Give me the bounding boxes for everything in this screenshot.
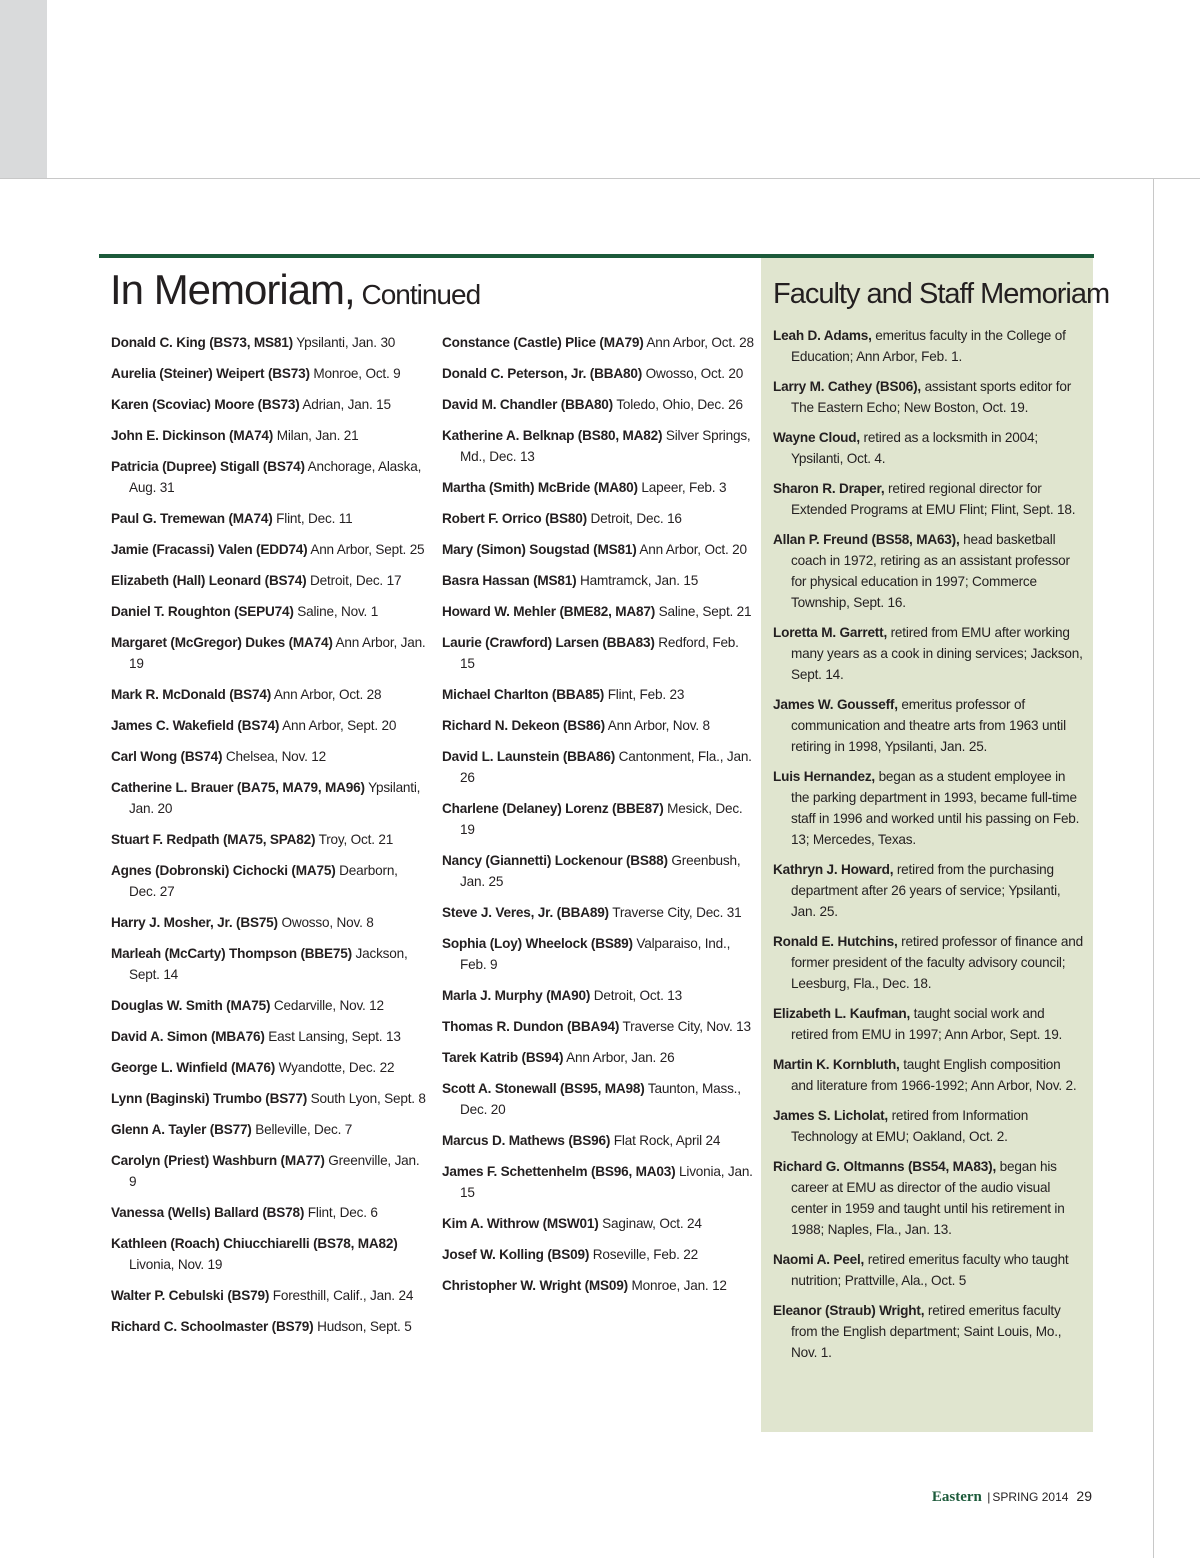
entry-name: Scott A. Stonewall (BS95, MA98) [442, 1081, 645, 1096]
list-item [773, 325, 1085, 367]
list-item [111, 1119, 426, 1140]
list-item [442, 1016, 754, 1037]
entry-name: Donald C. Peterson, Jr. (BBA80) [442, 366, 643, 381]
list-item [111, 456, 426, 498]
list-item [111, 1316, 426, 1337]
entry-name: James S. Licholat, [773, 1108, 889, 1123]
entry-detail: assistant sports editor for The Eastern Echo; New Boston, Oct. 19. [791, 379, 1072, 415]
entry-detail: Flat Rock, April 24 [610, 1133, 721, 1148]
list-item [442, 1047, 754, 1068]
list-item [442, 570, 754, 591]
list-item [442, 933, 754, 975]
entry-name: Paul G. Tremewan (MA74) [111, 511, 273, 526]
entry-name: Tarek Katrib (BS94) [442, 1050, 564, 1065]
entry-detail: Milan, Jan. 21 [273, 428, 359, 443]
entry-detail: Saline, Sept. 21 [655, 604, 752, 619]
list-item [442, 684, 754, 705]
entry-name: Steve J. Veres, Jr. (BBA89) [442, 905, 609, 920]
list-item [442, 715, 754, 736]
entry-name: James W. Gousseff, [773, 697, 898, 712]
entry-detail: Mesick, Dec. 19 [460, 801, 743, 837]
entry-name: Naomi A. Peel, [773, 1252, 865, 1267]
entry-name: Aurelia (Steiner) Weipert (BS73) [111, 366, 310, 381]
entry-detail: Detroit, Oct. 13 [590, 988, 682, 1003]
list-item [442, 539, 754, 560]
list-item [111, 715, 426, 736]
entry-detail: Belleville, Dec. 7 [251, 1122, 353, 1137]
list-item [111, 394, 426, 415]
entry-detail: retired from the purchasing department after 26 years of service; Ypsilanti, Jan. 25. [791, 862, 1061, 919]
entry-detail: Flint, Feb. 23 [604, 687, 685, 702]
list-item [111, 1285, 426, 1306]
list-item [442, 746, 754, 788]
entry-detail: Traverse City, Dec. 31 [608, 905, 742, 920]
list-item [111, 746, 426, 767]
entry-detail: Ypsilanti, Jan. 30 [292, 335, 396, 350]
entry-name: Margaret (McGregor) Dukes (MA74) [111, 635, 333, 650]
list-item [442, 425, 754, 467]
entry-name: Ronald E. Hutchins, [773, 934, 898, 949]
entry-name: Lynn (Baginski) Trumbo (BS77) [111, 1091, 308, 1106]
entry-detail: Ann Arbor, Nov. 8 [604, 718, 710, 733]
entry-name: Marleah (McCarty) Thompson (BBE75) [111, 946, 352, 961]
list-item [111, 912, 426, 933]
list-item [442, 508, 754, 529]
entry-detail: retired regional director for Extended Programs at EMU Flint; Flint, Sept. 18. [791, 481, 1076, 517]
entry-name: Karen (Scoviac) Moore (BS73) [111, 397, 300, 412]
page-number: 29 [1076, 1488, 1092, 1504]
entry-name: Charlene (Delaney) Lorenz (BBE87) [442, 801, 664, 816]
entry-name: David A. Simon (MBA76) [111, 1029, 265, 1044]
list-item [442, 332, 754, 353]
list-item [111, 1150, 426, 1192]
list-item [773, 859, 1085, 922]
list-item [773, 478, 1085, 520]
entry-name: Martin K. Kornbluth, [773, 1057, 900, 1072]
entry-name: Loretta M. Garrett, [773, 625, 888, 640]
entry-detail: Ann Arbor, Oct. 28 [271, 687, 382, 702]
entry-detail: Anchorage, Alaska, Aug. 31 [129, 459, 422, 495]
list-item [111, 508, 426, 529]
issue-label: SPRING 2014 [992, 1490, 1069, 1504]
list-item [111, 632, 426, 674]
entry-name: Constance (Castle) Plice (MA79) [442, 335, 644, 350]
entry-name: Sophia (Loy) Wheelock (BS89) [442, 936, 633, 951]
list-item [111, 829, 426, 850]
entry-name: Marcus D. Mathews (BS96) [442, 1133, 611, 1148]
entry-detail: Monroe, Jan. 12 [627, 1278, 727, 1293]
entry-name: Donald C. King (BS73, MS81) [111, 335, 293, 350]
list-item [111, 363, 426, 384]
entry-detail: Ann Arbor, Sept. 20 [279, 718, 397, 733]
entry-name: Marla J. Murphy (MA90) [442, 988, 591, 1003]
entry-name: David M. Chandler (BBA80) [442, 397, 613, 412]
entry-name: Katherine A. Belknap (BS80, MA82) [442, 428, 663, 443]
list-item [111, 995, 426, 1016]
list-item [111, 539, 426, 560]
footer-separator: | [987, 1490, 991, 1504]
list-item [442, 1130, 754, 1151]
entry-name: Harry J. Mosher, Jr. (BS75) [111, 915, 278, 930]
list-item [773, 1249, 1085, 1291]
list-item [442, 1244, 754, 1265]
page-title-main: In Memoriam, [110, 266, 355, 313]
list-item [442, 902, 754, 923]
memoriam-column-2 [442, 332, 754, 1306]
entry-name: James F. Schettenhelm (BS96, MA03) [442, 1164, 676, 1179]
list-item [111, 601, 426, 622]
margin-divider [1153, 178, 1154, 1558]
list-item [773, 376, 1085, 418]
magazine-name: Eastern [931, 1489, 982, 1505]
entry-detail: retired professor of finance and former president of the faculty advisory council; Leesburg, Fla., Dec. 18. [791, 934, 1083, 991]
entry-detail: Jackson, Sept. 14 [129, 946, 408, 982]
entry-name: Michael Charlton (BBA85) [442, 687, 605, 702]
entry-name: Thomas R. Dundon (BBA94) [442, 1019, 620, 1034]
entry-detail: Chelsea, Nov. 12 [222, 749, 327, 764]
entry-name: Kathleen (Roach) Chiucchiarelli (BS78, MA82) [111, 1236, 398, 1251]
entry-name: Elizabeth L. Kaufman, [773, 1006, 911, 1021]
entry-name: Robert F. Orrico (BS80) [442, 511, 587, 526]
list-item [111, 1202, 426, 1223]
entry-detail: Lapeer, Feb. 3 [637, 480, 727, 495]
entry-detail: taught English composition and literature from 1966-1992; Ann Arbor, Nov. 2. [791, 1057, 1077, 1093]
entry-detail: Cedarville, Nov. 12 [270, 998, 384, 1013]
entry-name: Patricia (Dupree) Stigall (BS74) [111, 459, 305, 474]
faculty-staff-sidebar [761, 258, 1110, 1432]
entry-name: Christopher W. Wright (MS09) [442, 1278, 628, 1293]
entry-detail: Greenbush, Jan. 25 [460, 853, 741, 889]
list-item [442, 798, 754, 840]
entry-detail: Flint, Dec. 6 [304, 1205, 378, 1220]
list-item [111, 1233, 426, 1275]
list-item [773, 766, 1085, 850]
entry-detail: Valparaiso, Ind., Feb. 9 [460, 936, 731, 972]
list-item [111, 860, 426, 902]
entry-name: Glenn A. Tayler (BS77) [111, 1122, 252, 1137]
list-item [773, 1300, 1085, 1363]
list-item [111, 332, 426, 353]
list-item [111, 570, 426, 591]
entry-name: Carl Wong (BS74) [111, 749, 223, 764]
list-item [773, 427, 1085, 469]
list-item [442, 632, 754, 674]
entry-detail: Ypsilanti, Jan. 20 [129, 780, 421, 816]
entry-name: Elizabeth (Hall) Leonard (BS74) [111, 573, 307, 588]
list-item [111, 1088, 426, 1109]
sidebar-title: Faculty and Staff Memoriam [773, 278, 1110, 310]
entry-detail: Owosso, Oct. 20 [642, 366, 744, 381]
entry-name: Wayne Cloud, [773, 430, 860, 445]
list-item [442, 985, 754, 1006]
entry-detail: Redford, Feb. 15 [460, 635, 739, 671]
entry-detail: began as a student employee in the parking department in 1993, became full-time staff in 1996 and worked until his passing on Feb. 13; Mercedes, Texas. [791, 769, 1080, 847]
entry-name: Richard N. Dekeon (BS86) [442, 718, 605, 733]
list-item [773, 529, 1085, 613]
entry-detail: emeritus professor of communication and theatre arts from 1963 until retiring in 1998, Ypsilanti, Jan. 25. [791, 697, 1066, 754]
list-item [442, 1275, 754, 1296]
entry-detail: retired as a locksmith in 2004; Ypsilanti, Oct. 4. [791, 430, 1038, 466]
list-item [773, 694, 1085, 757]
entry-name: Richard G. Oltmanns (BS54, MA83), [773, 1159, 997, 1174]
entry-detail: Toledo, Ohio, Dec. 26 [613, 397, 743, 412]
entry-name: James C. Wakefield (BS74) [111, 718, 280, 733]
list-item [442, 601, 754, 622]
entry-detail: emeritus faculty in the College of Education; Ann Arbor, Feb. 1. [791, 328, 1066, 364]
entry-name: Larry M. Cathey (BS06), [773, 379, 921, 394]
entry-name: David L. Launstein (BBA86) [442, 749, 616, 764]
list-item [442, 850, 754, 892]
entry-detail: Hudson, Sept. 5 [313, 1319, 412, 1334]
entry-name: Leah D. Adams, [773, 328, 872, 343]
list-item [111, 684, 426, 705]
entry-detail: South Lyon, Sept. 8 [307, 1091, 426, 1106]
list-item [442, 1213, 754, 1234]
entry-detail: Foresthill, Calif., Jan. 24 [269, 1288, 414, 1303]
entry-name: Richard C. Schoolmaster (BS79) [111, 1319, 314, 1334]
entry-name: Agnes (Dobronski) Cichocki (MA75) [111, 863, 336, 878]
entry-detail: Greenville, Jan. 9 [129, 1153, 420, 1189]
list-item [111, 777, 426, 819]
entry-name: Daniel T. Roughton (SEPU74) [111, 604, 294, 619]
entry-name: Sharon R. Draper, [773, 481, 885, 496]
entry-name: Stuart F. Redpath (MA75, SPA82) [111, 832, 316, 847]
entry-detail: Flint, Dec. 11 [272, 511, 353, 526]
entry-detail: Livonia, Jan. 15 [460, 1164, 753, 1200]
entry-name: Eleanor (Straub) Wright, [773, 1303, 925, 1318]
entry-detail: Ann Arbor, Oct. 20 [636, 542, 747, 557]
list-item [442, 394, 754, 415]
page-tab-marker [0, 0, 47, 178]
entry-detail: Troy, Oct. 21 [315, 832, 394, 847]
list-item [111, 425, 426, 446]
entry-name: John E. Dickinson (MA74) [111, 428, 274, 443]
entry-name: Basra Hassan (MS81) [442, 573, 577, 588]
entry-detail: Livonia, Nov. 19 [129, 1257, 223, 1272]
entry-detail: retired emeritus faculty from the English department; Saint Louis, Mo., Nov. 1. [791, 1303, 1062, 1360]
entry-detail: Wyandotte, Dec. 22 [275, 1060, 395, 1075]
entry-name: Vanessa (Wells) Ballard (BS78) [111, 1205, 305, 1220]
entry-name: George L. Winfield (MA76) [111, 1060, 276, 1075]
entry-detail: Monroe, Oct. 9 [309, 366, 401, 381]
entry-detail: taught social work and retired from EMU in 1997; Ann Arbor, Sept. 19. [791, 1006, 1063, 1042]
list-item [111, 943, 426, 985]
entry-detail: Cantonment, Fla., Jan. 26 [460, 749, 752, 785]
entry-name: Howard W. Mehler (BME82, MA87) [442, 604, 656, 619]
faculty-staff-list [773, 325, 1085, 1372]
list-item [773, 1054, 1085, 1096]
entry-detail: retired from Information Technology at EMU; Oakland, Oct. 2. [791, 1108, 1029, 1144]
entry-detail: Traverse City, Nov. 13 [619, 1019, 751, 1034]
entry-detail: Ann Arbor, Sept. 25 [307, 542, 425, 557]
entry-name: Allan P. Freund (BS58, MA63), [773, 532, 960, 547]
entry-name: Laurie (Crawford) Larsen (BBA83) [442, 635, 655, 650]
entry-name: Luis Hernandez, [773, 769, 875, 784]
page-title [110, 266, 480, 314]
entry-detail: Detroit, Dec. 17 [306, 573, 402, 588]
page-title-continued: Continued [354, 279, 481, 310]
list-item [773, 1156, 1085, 1240]
entry-detail: Saginaw, Oct. 24 [598, 1216, 702, 1231]
entry-name: Kathryn J. Howard, [773, 862, 894, 877]
entry-name: Jamie (Fracassi) Valen (EDD74) [111, 542, 308, 557]
list-item [773, 1003, 1085, 1045]
entry-name: Walter P. Cebulski (BS79) [111, 1288, 270, 1303]
entry-name: Josef W. Kolling (BS09) [442, 1247, 590, 1262]
entry-detail: began his career at EMU as director of the audio visual center in 1959 and taught until his retirement in 1988; Naples, Fla., Jan. 13. [791, 1159, 1065, 1237]
entry-detail: retired emeritus faculty who taught nutrition; Prattville, Ala., Oct. 5 [791, 1252, 1069, 1288]
page-footer [932, 1488, 1092, 1506]
list-item [442, 1161, 754, 1203]
entry-detail: Hamtramck, Jan. 15 [576, 573, 699, 588]
entry-detail: head basketball coach in 1972, retiring as an assistant professor for physical education in 1997; Commerce Township, Sept. 16. [791, 532, 1070, 610]
entry-detail: Silver Springs, Md., Dec. 13 [460, 428, 751, 464]
entry-detail: Owosso, Nov. 8 [277, 915, 374, 930]
entry-name: Martha (Smith) McBride (MA80) [442, 480, 638, 495]
entry-detail: Detroit, Dec. 16 [586, 511, 682, 526]
entry-detail: retired from EMU after working many years as a cook in dining services; Jackson, Sept. 14. [791, 625, 1083, 682]
list-item [442, 1078, 754, 1120]
entry-name: Douglas W. Smith (MA75) [111, 998, 271, 1013]
memoriam-column-1 [111, 332, 426, 1347]
header-divider [0, 178, 1200, 179]
entry-name: Catherine L. Brauer (BA75, MA79, MA96) [111, 780, 365, 795]
list-item [773, 622, 1085, 685]
list-item [442, 363, 754, 384]
entry-detail: Taunton, Mass., Dec. 20 [460, 1081, 741, 1117]
list-item [111, 1026, 426, 1047]
entry-name: Carolyn (Priest) Washburn (MA77) [111, 1153, 325, 1168]
entry-detail: Adrian, Jan. 15 [299, 397, 391, 412]
entry-detail: East Lansing, Sept. 13 [264, 1029, 401, 1044]
entry-detail: Ann Arbor, Jan. 19 [129, 635, 426, 671]
list-item [111, 1057, 426, 1078]
entry-name: Kim A. Withrow (MSW01) [442, 1216, 599, 1231]
list-item [442, 477, 754, 498]
entry-detail: Saline, Nov. 1 [293, 604, 379, 619]
entry-name: Mark R. McDonald (BS74) [111, 687, 272, 702]
entry-detail: Ann Arbor, Jan. 26 [563, 1050, 675, 1065]
entry-detail: Dearborn, Dec. 27 [129, 863, 398, 899]
entry-detail: Ann Arbor, Oct. 28 [643, 335, 754, 350]
entry-name: Nancy (Giannetti) Lockenour (BS88) [442, 853, 668, 868]
entry-name: Mary (Simon) Sougstad (MS81) [442, 542, 637, 557]
entry-detail: Roseville, Feb. 22 [589, 1247, 698, 1262]
list-item [773, 1105, 1085, 1147]
list-item [773, 931, 1085, 994]
